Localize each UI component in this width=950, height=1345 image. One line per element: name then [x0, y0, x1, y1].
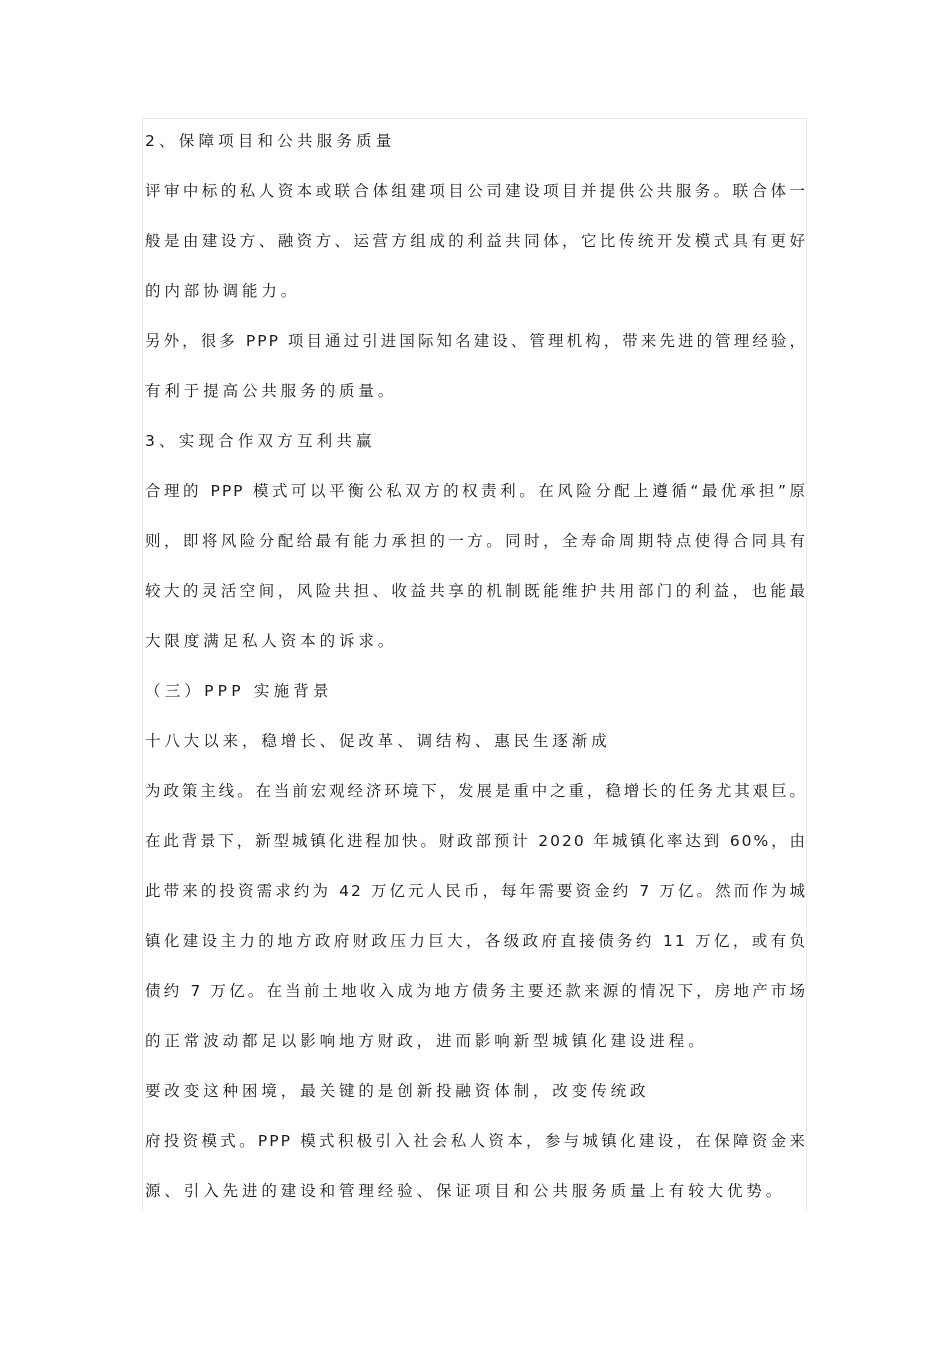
- section-heading-2: 2、保障项目和公共服务质量: [145, 132, 396, 150]
- paragraph-line: 镇化建设主力的地方政府财政压力巨大，各级政府直接债务约 11 万亿，或有负: [145, 932, 807, 950]
- paragraph-line: 府投资模式。PPP 模式积极引入社会私人资本，参与城镇化建设，在保障资金来: [145, 1132, 807, 1150]
- paragraph-line: 般是由建设方、融资方、运营方组成的利益共同体，它比传统开发模式具有更好: [145, 232, 807, 250]
- paragraph-line: 评审中标的私人资本或联合体组建项目公司建设项目并提供公共服务。联合体一: [145, 182, 807, 200]
- section-heading-3: 3、实现合作双方互利共赢: [145, 432, 376, 450]
- paragraph-line: 此带来的投资需求约为 42 万亿元人民币，每年需要资金约 7 万亿。然而作为城: [145, 882, 807, 900]
- paragraph-line: 则，即将风险分配给最有能力承担的一方。同时，全寿命周期特点使得合同具有: [145, 532, 807, 550]
- paragraph-line: 的正常波动都足以影响地方财政，进而影响新型城镇化建设进程。: [145, 1032, 708, 1050]
- paragraph-line: 十八大以来，稳增长、促改革、调结构、惠民生逐渐成: [145, 732, 611, 750]
- paragraph-line: 在此背景下，新型城镇化进程加快。财政部预计 2020 年城镇化率达到 60%，由: [145, 832, 807, 850]
- paragraph-line: 有利于提高公共服务的质量。: [145, 382, 398, 400]
- paragraph-line: 为政策主线。在当前宏观经济环境下，发展是重中之重，稳增长的任务尤其艰巨。: [145, 782, 807, 800]
- paragraph-line: 要改变这种困境，最关键的是创新投融资体制，改变传统政: [145, 1082, 650, 1100]
- paragraph-line: 大限度满足私人资本的诉求。: [145, 632, 398, 650]
- paragraph-line: 的内部协调能力。: [145, 282, 301, 300]
- paragraph-line: 债约 7 万亿。在当前土地收入成为地方债务主要还款来源的情况下，房地产市场: [145, 982, 807, 1000]
- paragraph-line: 合理的 PPP 模式可以平衡公私双方的权责利。在风险分配上遵循“最优承担”原: [145, 482, 807, 500]
- paragraph-line: 源、引入先进的建设和管理经验、保证项目和公共服务质量上有较大优势。: [145, 1182, 786, 1200]
- paragraph-line: 另外，很多 PPP 项目通过引进国际知名建设、管理机构，带来先进的管理经验，: [145, 332, 807, 350]
- paragraph-line: 较大的灵活空间，风险共担、收益共享的机制既能维护共用部门的利益，也能最: [145, 582, 807, 600]
- section-heading-background: （三）PPP 实施背景: [145, 682, 333, 700]
